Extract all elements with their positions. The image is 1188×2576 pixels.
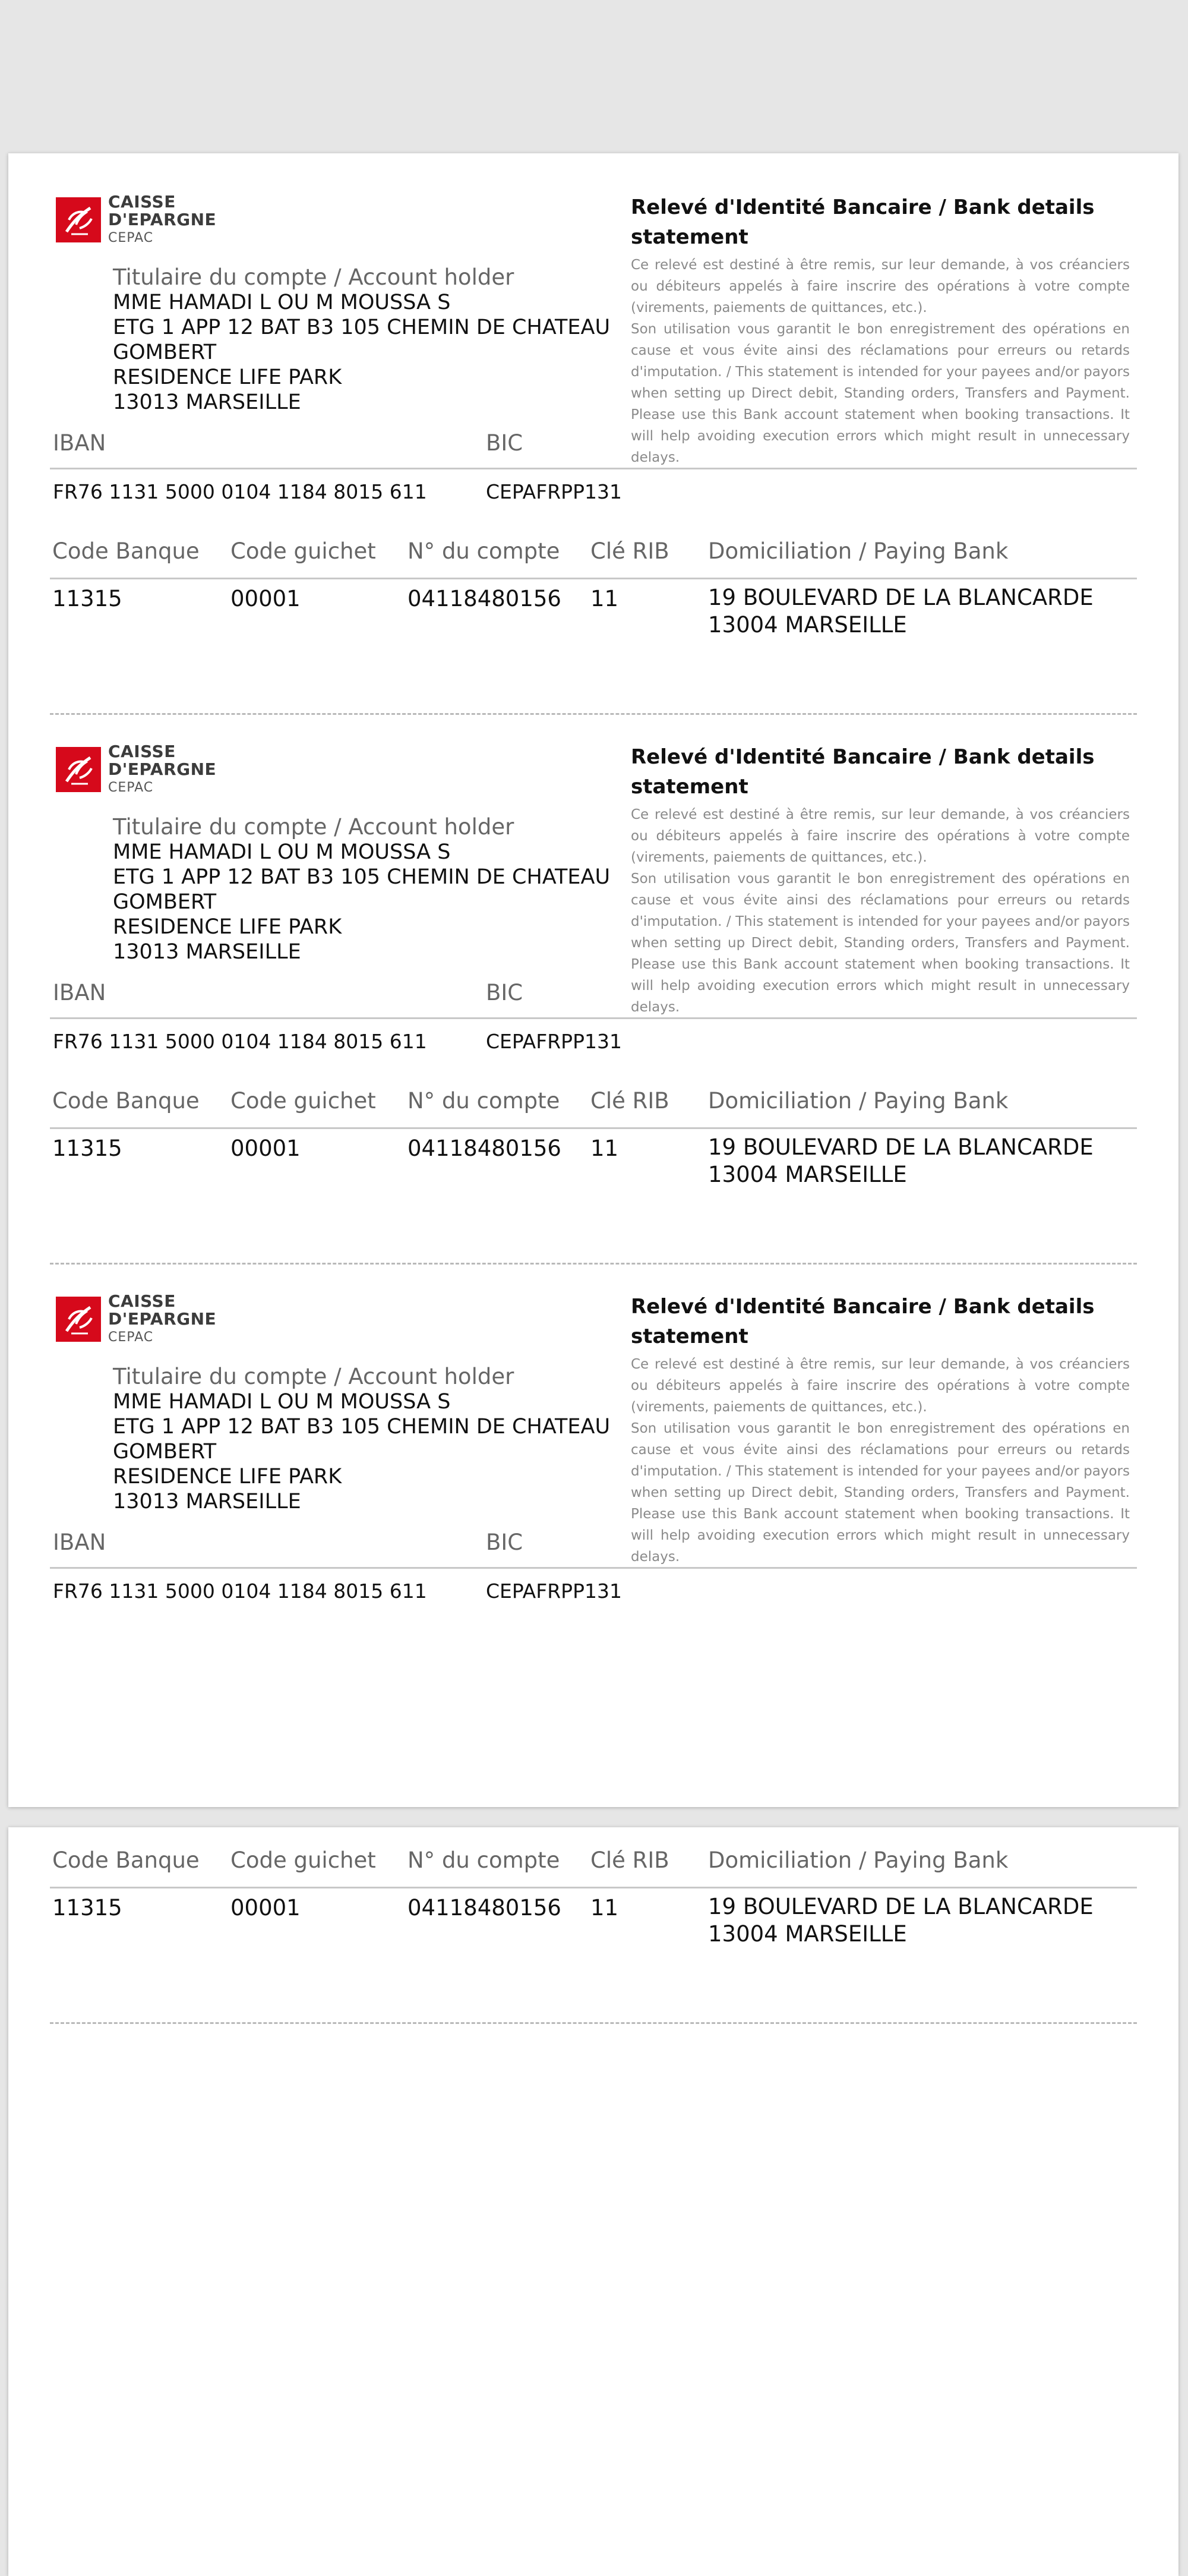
domiciliation-value [708, 1893, 1094, 1948]
code-banque-value: 11315 [52, 1136, 122, 1161]
rib-block-2 [8, 703, 1178, 1253]
divider [50, 1017, 1137, 1019]
cle-rib-label: Clé RIB [590, 538, 669, 564]
statement-paragraph-en: Son utilisation vous garantit le bon enregistrement des opérations en cause et vous évite ainsi des réclamations pour erreurs ou retards d'imputation. / This statement is intended for your payees and/or payors when setting up Direct debit, Standing orders, Transfers and Payment. Please use this Bank account statement when booking transactions. It will help avoiding execution errors which might result in unnecessary delays. [631, 871, 1130, 1015]
bic-label: BIC [486, 980, 523, 1005]
cle-rib-value: 11 [590, 586, 619, 611]
holder-line: GOMBERT [113, 890, 217, 914]
bic-label: BIC [486, 1530, 523, 1555]
iban-label: IBAN [53, 980, 106, 1005]
code-guichet-label: Code guichet [230, 1088, 376, 1114]
domiciliation-line2: 13004 MARSEILLE [708, 612, 907, 638]
holder-caption: Titulaire du compte / Account holder [113, 1364, 514, 1389]
squirrel-logo-icon [56, 1297, 101, 1342]
code-guichet-value: 00001 [230, 1136, 301, 1161]
iban-value: FR76 1131 5000 0104 1184 8015 611 [53, 1030, 427, 1053]
divider [50, 468, 1137, 469]
statement-notice [631, 742, 1130, 1018]
holder-line: RESIDENCE LIFE PARK [113, 1465, 342, 1489]
holder-line: GOMBERT [113, 1440, 217, 1464]
bank-name-line1: CAISSE [108, 192, 176, 212]
statement-notice [631, 1292, 1130, 1568]
code-guichet-value: 00001 [230, 586, 301, 611]
bank-name-line3: CEPAC [108, 231, 154, 245]
holder-line: 13013 MARSEILLE [113, 940, 301, 964]
document-page-2 [8, 1827, 1178, 2576]
account-holder [113, 264, 611, 415]
holder-line: GOMBERT [113, 340, 217, 364]
iban-value: FR76 1131 5000 0104 1184 8015 611 [53, 480, 427, 503]
holder-caption: Titulaire du compte / Account holder [113, 814, 514, 840]
holder-line: ETG 1 APP 12 BAT B3 105 CHEMIN DE CHATEAU [113, 1415, 611, 1439]
document-page-1 [8, 153, 1178, 1807]
domiciliation-line1: 19 BOULEVARD DE LA BLANCARDE [708, 1894, 1094, 1919]
domiciliation-line2: 13004 MARSEILLE [708, 1921, 907, 1947]
bic-label: BIC [486, 430, 523, 456]
holder-line: RESIDENCE LIFE PARK [113, 365, 342, 389]
holder-caption: Titulaire du compte / Account holder [113, 264, 514, 290]
numero-compte-label: N° du compte [407, 1088, 560, 1114]
code-guichet-label: Code guichet [230, 538, 376, 564]
cle-rib-value: 11 [590, 1136, 619, 1161]
account-holder [113, 1364, 611, 1514]
rib-block-1 [8, 153, 1178, 703]
holder-line: MME HAMADI L OU M MOUSSA S [113, 840, 451, 864]
domiciliation-label: Domiciliation / Paying Bank [708, 1847, 1009, 1873]
code-guichet-value: 00001 [230, 1895, 301, 1921]
code-banque-value: 11315 [52, 1895, 122, 1921]
holder-line: 13013 MARSEILLE [113, 1490, 301, 1514]
divider [50, 1127, 1137, 1129]
bank-name-line1: CAISSE [108, 1291, 176, 1311]
statement-title: Relevé d'Identité Bancaire / Bank details statement [631, 1295, 1095, 1348]
squirrel-logo-icon [56, 747, 101, 792]
bank-name-line2: D'EPARGNE [108, 1309, 217, 1329]
domiciliation-line1: 19 BOULEVARD DE LA BLANCARDE [708, 585, 1094, 610]
iban-label: IBAN [53, 1530, 106, 1555]
bank-logo [56, 742, 234, 796]
domiciliation-line1: 19 BOULEVARD DE LA BLANCARDE [708, 1134, 1094, 1160]
divider [50, 1567, 1137, 1569]
bank-logo [56, 1292, 234, 1345]
cut-line [50, 2022, 1137, 2024]
holder-line: ETG 1 APP 12 BAT B3 105 CHEMIN DE CHATEAU [113, 865, 611, 889]
domiciliation-line2: 13004 MARSEILLE [708, 1162, 907, 1187]
statement-title: Relevé d'Identité Bancaire / Bank details statement [631, 745, 1095, 799]
domiciliation-label: Domiciliation / Paying Bank [708, 538, 1009, 564]
holder-line: 13013 MARSEILLE [113, 390, 301, 414]
bank-name-line3: CEPAC [108, 1330, 154, 1345]
bic-value: CEPAFRPP131 [486, 1030, 622, 1053]
holder-line: RESIDENCE LIFE PARK [113, 915, 342, 939]
statement-title: Relevé d'Identité Bancaire / Bank details statement [631, 196, 1095, 249]
statement-notice [631, 193, 1130, 468]
cle-rib-label: Clé RIB [590, 1088, 669, 1114]
numero-compte-label: N° du compte [407, 538, 560, 564]
bank-name-line3: CEPAC [108, 780, 154, 795]
rib-block-3 [8, 1253, 1178, 1802]
domiciliation-value [708, 584, 1094, 639]
bank-name-line1: CAISSE [108, 742, 176, 761]
domiciliation-label: Domiciliation / Paying Bank [708, 1088, 1009, 1114]
bank-logo [56, 193, 234, 246]
code-guichet-label: Code guichet [230, 1847, 376, 1873]
domiciliation-value [708, 1134, 1094, 1188]
bic-value: CEPAFRPP131 [486, 480, 622, 503]
divider [50, 578, 1137, 579]
code-banque-label: Code Banque [52, 1088, 200, 1114]
cle-rib-value: 11 [590, 1895, 619, 1921]
code-banque-label: Code Banque [52, 1847, 200, 1873]
cle-rib-label: Clé RIB [590, 1847, 669, 1873]
numero-compte-value: 04118480156 [407, 1136, 561, 1161]
bank-name-line2: D'EPARGNE [108, 759, 217, 779]
numero-compte-value: 04118480156 [407, 1895, 561, 1921]
code-banque-label: Code Banque [52, 538, 200, 564]
holder-line: MME HAMADI L OU M MOUSSA S [113, 291, 451, 314]
statement-paragraph-en: Son utilisation vous garantit le bon enregistrement des opérations en cause et vous évite ainsi des réclamations pour erreurs ou retards d'imputation. / This statement is intended for your payees and/or payors when setting up Direct debit, Standing orders, Transfers and Payment. Please use this Bank account statement when booking transactions. It will help avoiding execution errors which might result in unnecessary delays. [631, 1421, 1130, 1565]
holder-line: MME HAMADI L OU M MOUSSA S [113, 1390, 451, 1414]
iban-label: IBAN [53, 430, 106, 456]
iban-value: FR76 1131 5000 0104 1184 8015 611 [53, 1579, 427, 1603]
holder-line: ETG 1 APP 12 BAT B3 105 CHEMIN DE CHATEAU [113, 316, 611, 339]
statement-paragraph-fr: Ce relevé est destiné à être remis, sur leur demande, à vos créanciers ou débiteurs appelés à faire inscrire des opérations à votre compte (virements, paiements de quittances, etc.). [631, 807, 1130, 865]
divider [50, 1887, 1137, 1888]
bic-value: CEPAFRPP131 [486, 1579, 622, 1603]
code-banque-value: 11315 [52, 586, 122, 611]
numero-compte-value: 04118480156 [407, 586, 561, 611]
statement-paragraph-fr: Ce relevé est destiné à être remis, sur leur demande, à vos créanciers ou débiteurs appelés à faire inscrire des opérations à votre compte (virements, paiements de quittances, etc.). [631, 1357, 1130, 1415]
statement-paragraph-fr: Ce relevé est destiné à être remis, sur leur demande, à vos créanciers ou débiteurs appelés à faire inscrire des opérations à votre compte (virements, paiements de quittances, etc.). [631, 257, 1130, 316]
squirrel-logo-icon [56, 197, 101, 242]
bank-name-line2: D'EPARGNE [108, 210, 217, 229]
account-holder [113, 814, 611, 964]
numero-compte-label: N° du compte [407, 1847, 560, 1873]
statement-paragraph-en: Son utilisation vous garantit le bon enregistrement des opérations en cause et vous évite ainsi des réclamations pour erreurs ou retards d'imputation. / This statement is intended for your payees and/or payors when setting up Direct debit, Standing orders, Transfers and Payment. Please use this Bank account statement when booking transactions. It will help avoiding execution errors which might result in unnecessary delays. [631, 321, 1130, 465]
